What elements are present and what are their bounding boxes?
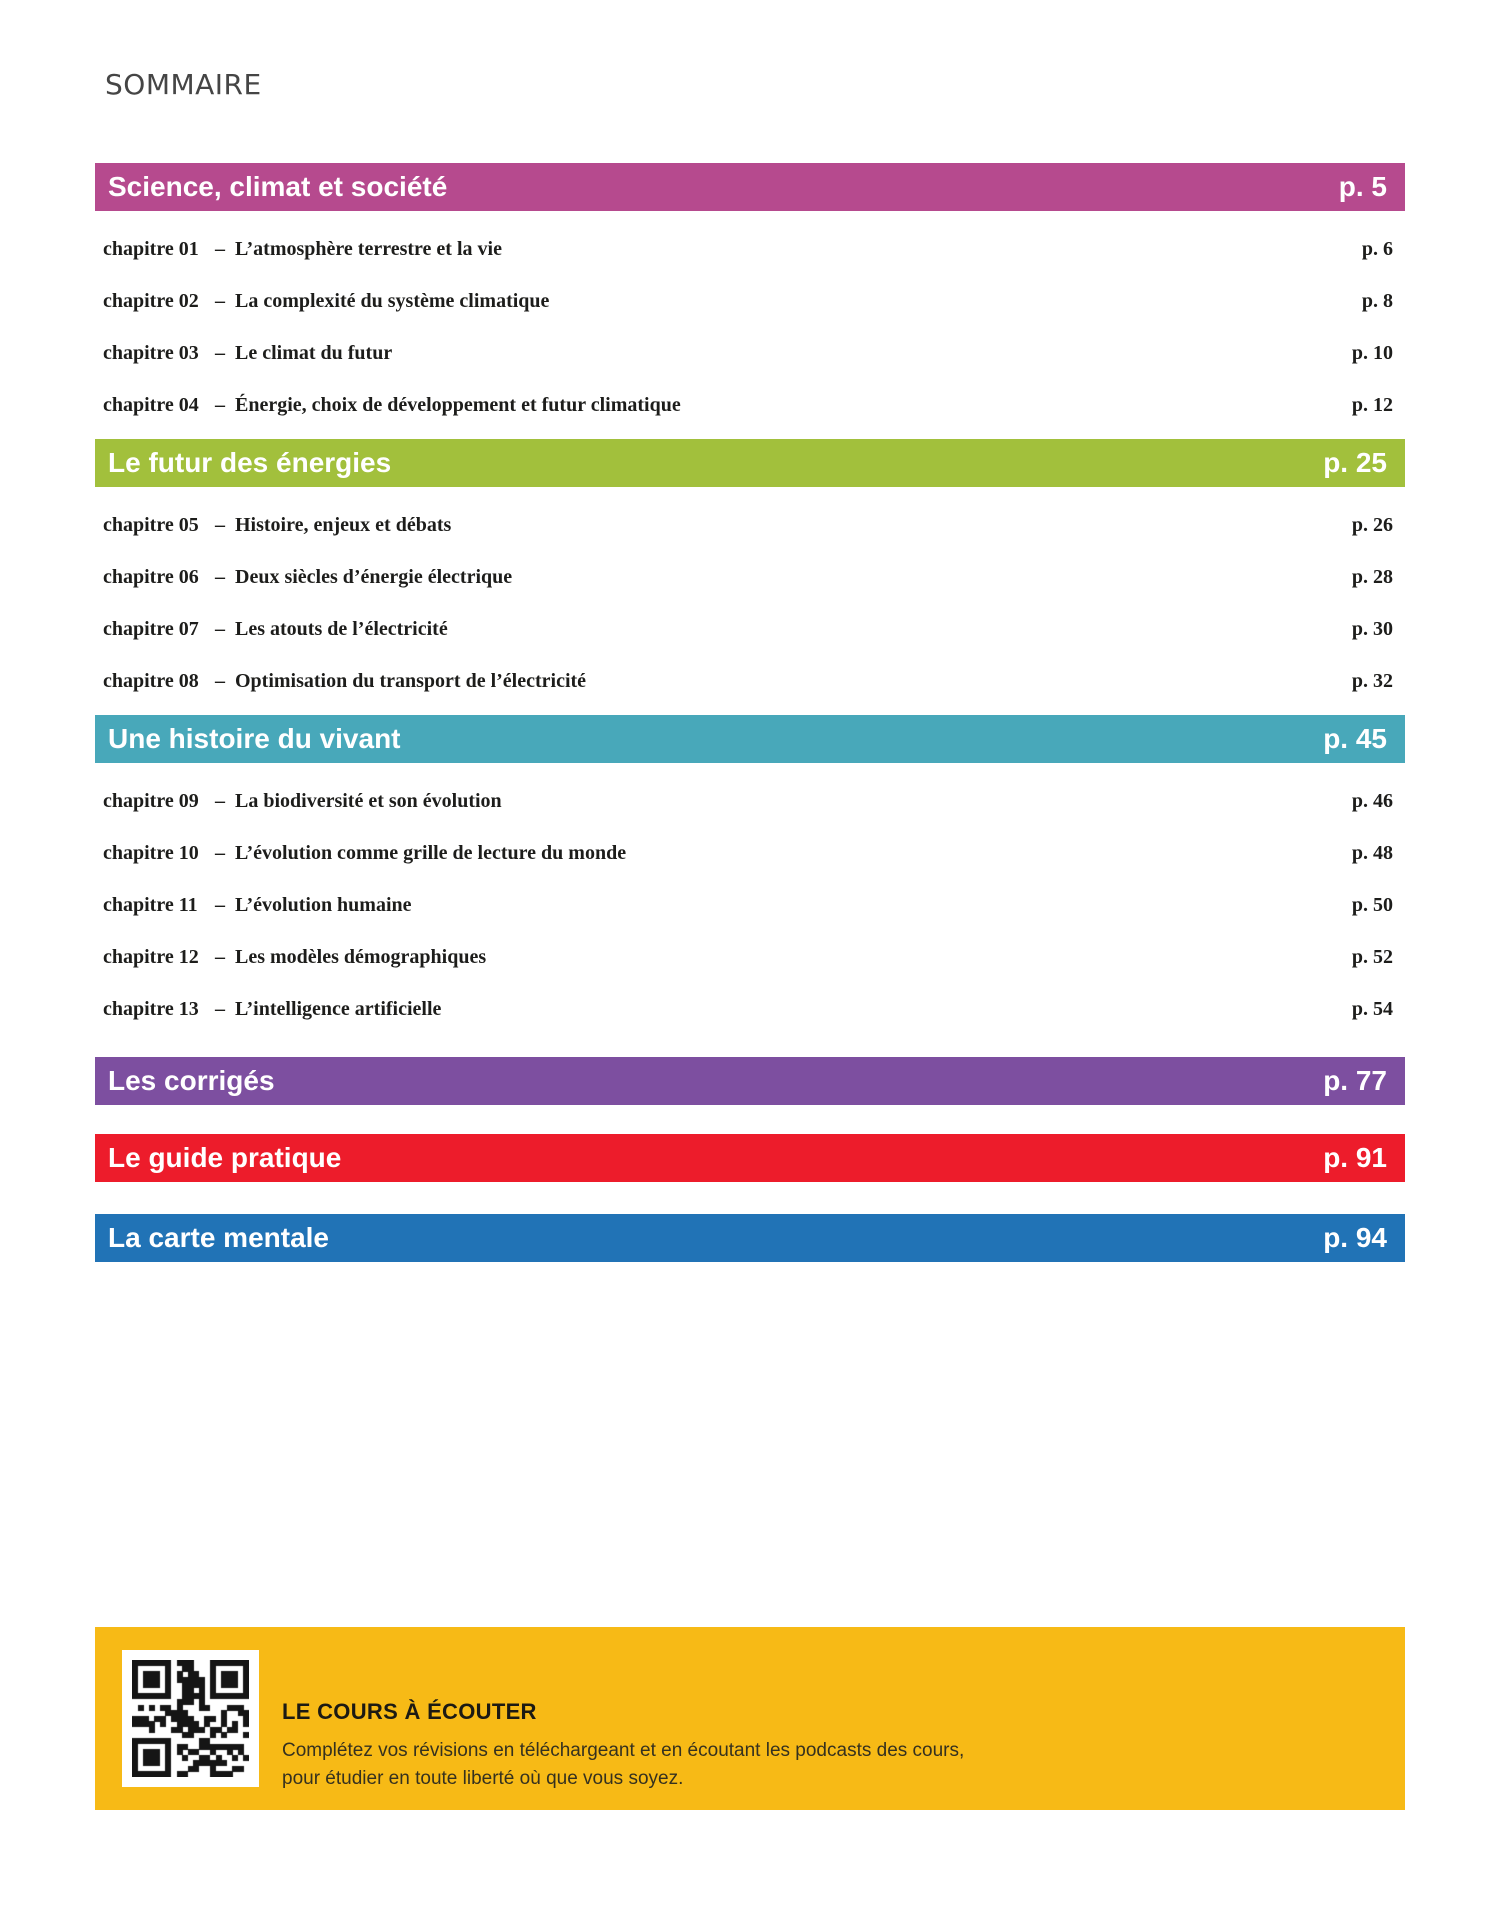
section-bar-guide-pratique (95, 1134, 1405, 1182)
chapter-page-number: p. 48 (1351, 841, 1393, 864)
dash-separator: – (215, 945, 225, 968)
chapter-page-number: p. 10 (1351, 341, 1393, 364)
toc-row (95, 275, 1405, 327)
section-histoire-vivant (95, 715, 1405, 1035)
section-page-number: p. 45 (1323, 723, 1387, 754)
chapter-label: chapitre 08 (103, 669, 199, 692)
chapter-title: Deux siècles d’énergie électrique (235, 565, 513, 588)
chapter-page-number: p. 52 (1351, 945, 1393, 968)
chapter-page-number: p. 28 (1351, 565, 1393, 588)
section-futur-energies (95, 439, 1405, 707)
page-title: SOMMAIRE (105, 68, 262, 101)
chapter-title: La biodiversité et son évolution (235, 789, 502, 812)
qr-code-frame (122, 1650, 259, 1787)
chapter-list (95, 487, 1405, 707)
podcast-banner (95, 1627, 1405, 1810)
dash-separator: – (215, 841, 225, 864)
chapter-list (95, 211, 1405, 431)
toc-row (95, 223, 1405, 275)
chapter-page-number: p. 30 (1351, 617, 1393, 640)
chapter-label: chapitre 13 (103, 997, 199, 1020)
section-title: La carte mentale (108, 1222, 329, 1253)
dash-separator: – (215, 513, 225, 536)
chapter-label: chapitre 07 (103, 617, 199, 640)
chapter-page-number: p. 6 (1361, 237, 1393, 260)
dash-separator: – (215, 997, 225, 1020)
section-title: Le guide pratique (108, 1142, 342, 1173)
dash-separator: – (215, 289, 225, 312)
chapter-page-number: p. 46 (1351, 789, 1393, 812)
section-bar (95, 439, 1405, 487)
chapter-page-number: p. 12 (1351, 393, 1393, 416)
toc-row (95, 655, 1405, 707)
chapter-label: chapitre 06 (103, 565, 199, 588)
dash-separator: – (215, 393, 225, 416)
toc-row (95, 551, 1405, 603)
banner-text-line1: Complétez vos révisions en téléchargeant et en écoutant les podcasts des cours, (282, 1740, 965, 1761)
section-title: Science, climat et société (108, 171, 448, 202)
section-title: Une histoire du vivant (108, 723, 401, 754)
chapter-page-number: p. 50 (1351, 893, 1393, 916)
chapter-label: chapitre 02 (103, 289, 199, 312)
dash-separator: – (215, 341, 225, 364)
chapter-title: La complexité du système climatique (235, 289, 550, 312)
section-bar-carte-mentale (95, 1214, 1405, 1262)
dash-separator: – (215, 669, 225, 692)
dash-separator: – (215, 565, 225, 588)
chapter-page-number: p. 54 (1351, 997, 1393, 1020)
section-page-number: p. 91 (1323, 1142, 1387, 1173)
toc-row (95, 327, 1405, 379)
banner-text (282, 1737, 964, 1793)
dash-separator: – (215, 237, 225, 260)
chapter-page-number: p. 8 (1361, 289, 1393, 312)
section-science-climat (95, 163, 1405, 431)
chapter-title: L’évolution humaine (235, 893, 412, 916)
section-bar (95, 163, 1405, 211)
chapter-title: Le climat du futur (235, 341, 393, 364)
banner-text-line2: pour étudier en toute liberté où que vous soyez. (282, 1768, 684, 1789)
chapter-label: chapitre 04 (103, 393, 199, 416)
section-page-number: p. 94 (1323, 1222, 1387, 1253)
toc-row (95, 603, 1405, 655)
chapter-title: Optimisation du transport de l’électricité (235, 669, 587, 692)
chapter-page-number: p. 32 (1351, 669, 1393, 692)
banner-title: LE COURS À ÉCOUTER (282, 1699, 537, 1724)
qr-code-icon (132, 1660, 249, 1777)
chapter-title: Les atouts de l’électricité (235, 617, 448, 640)
section-page-number: p. 25 (1323, 447, 1387, 478)
dash-separator: – (215, 893, 225, 916)
chapter-label: chapitre 09 (103, 789, 199, 812)
section-page-number: p. 5 (1338, 171, 1387, 202)
toc-row (95, 983, 1405, 1035)
chapter-label: chapitre 05 (103, 513, 199, 536)
chapter-title: Énergie, choix de développement et futur climatique (235, 393, 681, 416)
dash-separator: – (215, 617, 225, 640)
toc-row (95, 379, 1405, 431)
chapter-label: chapitre 12 (103, 945, 199, 968)
table-of-contents (95, 163, 1405, 1262)
section-bar (95, 715, 1405, 763)
toc-row (95, 931, 1405, 983)
chapter-label: chapitre 10 (103, 841, 199, 864)
chapter-title: Les modèles démographiques (235, 945, 487, 968)
section-title: Le futur des énergies (108, 447, 392, 478)
toc-row (95, 879, 1405, 931)
chapter-list (95, 763, 1405, 1035)
chapter-title: L’atmosphère terrestre et la vie (235, 237, 502, 260)
chapter-title: L’intelligence artificielle (235, 997, 442, 1020)
chapter-label: chapitre 03 (103, 341, 199, 364)
dash-separator: – (215, 789, 225, 812)
section-bar-corriges (95, 1057, 1405, 1105)
toc-row (95, 775, 1405, 827)
chapter-label: chapitre 01 (103, 237, 199, 260)
section-title: Les corrigés (108, 1065, 275, 1096)
chapter-title: Histoire, enjeux et débats (235, 513, 452, 536)
toc-row (95, 827, 1405, 879)
chapter-label: chapitre 11 (103, 893, 198, 916)
toc-row (95, 499, 1405, 551)
chapter-page-number: p. 26 (1351, 513, 1393, 536)
chapter-title: L’évolution comme grille de lecture du monde (235, 841, 627, 864)
section-page-number: p. 77 (1323, 1065, 1387, 1096)
